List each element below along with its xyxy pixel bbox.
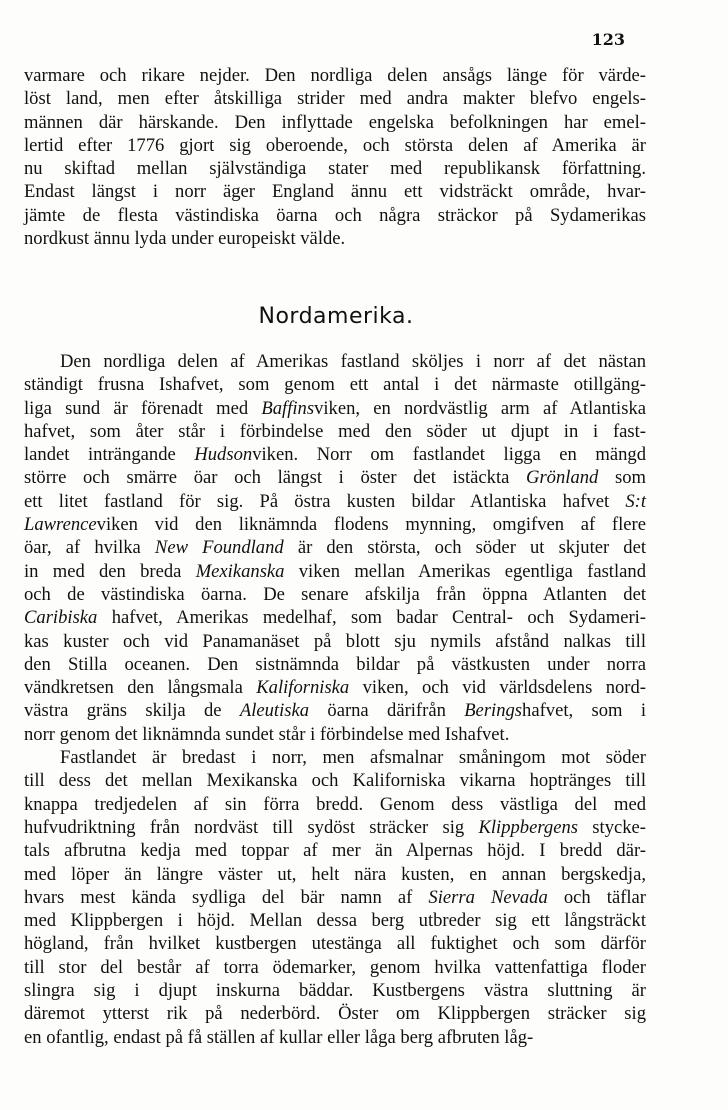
text-line: löst land, men efter åtskilliga strider med andra makter blefvo engels- — [24, 88, 646, 110]
text-line — [24, 699, 646, 722]
intro-paragraph — [24, 64, 646, 250]
text-run: Fastlandet är bredast i norr, men afsmalnar småningom mot söder — [60, 747, 646, 769]
text-run: hafvet, som i — [522, 700, 646, 722]
text-run: norr genom det liknämnda sundet står i förbindelse med Ishafvet. — [24, 723, 510, 745]
paragraph-2 — [24, 746, 646, 1049]
text-run: viken. Norr om fastlandet ligga en mängd — [252, 444, 646, 466]
text-line — [24, 1026, 646, 1049]
text-run: hafvet, som åter står i förbindelse med den söder ut djupt in i fast- — [24, 420, 646, 442]
text-run: kas kuster och vid Panamanäset på blott sju nymils afstånd nalkas till — [24, 630, 646, 652]
text-line — [24, 466, 646, 489]
text-line — [24, 560, 646, 583]
text-line: nu skiftad mellan självständiga stater med republikansk författning. — [24, 158, 646, 180]
text-run: är den största, och söder ut skjuter det — [283, 537, 647, 559]
text-line — [24, 490, 646, 513]
italic-place-name: Mexikanska — [195, 560, 285, 582]
page-number: 123 — [591, 30, 625, 49]
text-line — [24, 816, 646, 839]
text-line — [24, 1002, 646, 1025]
text-line — [24, 536, 646, 559]
text-run: vändkretsen den långsmala — [24, 677, 257, 699]
text-line — [24, 420, 646, 443]
text-line — [24, 839, 646, 862]
italic-place-name: Grönland — [526, 467, 599, 489]
text-run: Den nordliga delen af Amerikas fastland sköljes i norr af det nästan — [60, 351, 646, 372]
text-line — [24, 676, 646, 699]
text-run: hafvet, Amerikas medelhaf, som badar Central- och Sydameri- — [97, 607, 646, 629]
text-run: viken, och vid världsdelens nord- — [349, 677, 646, 699]
text-line — [24, 373, 646, 396]
text-run: och täflar — [547, 886, 646, 908]
text-line — [24, 956, 646, 979]
text-line — [24, 932, 646, 955]
paragraph-1 — [24, 350, 646, 746]
italic-place-name: Hudson — [194, 444, 253, 466]
text-run: öar, af hvilka — [24, 537, 155, 559]
italic-place-name: Lawrence — [24, 514, 97, 536]
text-run: stycke- — [577, 816, 646, 838]
italic-place-name: Baffins — [261, 397, 315, 419]
italic-place-name: Berings — [464, 700, 523, 722]
text-run: ett litet fastland för sig. På östra kusten bildar Atlantiska hafvet — [24, 490, 626, 512]
text-line: jämte de flesta västindiska öarna och några sträckor på Sydamerikas — [24, 204, 646, 226]
text-run: och de västindiska öarna. De senare afskilja från öppna Atlanten det — [24, 583, 646, 605]
text-run: med Klippbergen i höjd. Mellan dessa berg utbreder sig ett långsträckt — [24, 910, 646, 932]
text-run: hufvudriktning från nordväst till sydöst sträcker sig — [24, 816, 479, 838]
text-run: öarna därifrån — [309, 700, 465, 722]
text-run: en ofantlig, endast på få ställen af kullar eller låga berg afbruten låg- — [24, 1026, 534, 1048]
text-line: Endast längst i norr äger England ännu ett vidsträckt område, hvar- — [24, 181, 646, 203]
text-run: däremot ytterst rik på nederbörd. Öster om Klippbergen sträcker sig — [24, 1003, 646, 1025]
italic-place-name: New Foundland — [154, 537, 284, 559]
text-line — [24, 723, 646, 746]
text-run: med löper än längre väster ut, helt nära kusten, en annan bergskedja, — [24, 863, 646, 885]
text-line — [24, 653, 646, 676]
italic-place-name: Caribiska — [24, 607, 98, 629]
text-run: till dess det mellan Mexikanska och Kaliforniska vikarna hoptränges till — [24, 770, 646, 792]
text-line — [24, 863, 646, 886]
text-line — [24, 583, 646, 606]
text-line — [24, 793, 646, 816]
text-line: varmare och rikare nejder. Den nordliga delen ansågs länge för värde- — [24, 65, 646, 86]
text-run: högland, från hvilket kustbergen utestänga all fuktighet och som därför — [24, 933, 646, 955]
text-run: västra gräns skilja de — [24, 700, 240, 722]
text-run: liga sund är förenadt med — [24, 397, 262, 419]
text-line: männen där härskande. Den inflyttade engelska befolkningen har emel- — [24, 111, 646, 133]
text-run: landet inträngande — [24, 444, 195, 466]
text-run: som — [598, 467, 646, 489]
text-run: den Stilla oceanen. Den sistnämnda bildar på västkusten under norra — [24, 653, 646, 675]
italic-place-name: Aleutiska — [239, 700, 310, 722]
text-line — [24, 513, 646, 536]
text-line — [24, 909, 646, 932]
text-run: tals afbrutna kedja med toppar af mer än Alpernas höjd. I bredd där- — [24, 840, 646, 862]
text-run: in med den breda — [24, 560, 196, 582]
text-run: viken, en nordvästlig arm af Atlantiska — [314, 397, 647, 419]
text-line — [24, 979, 646, 1002]
text-run: ständigt frusna Ishafvet, som genom ett antal i det närmaste otillgäng- — [24, 374, 646, 396]
section-heading: Nordamerika. — [258, 304, 414, 329]
text-line: lertid efter 1776 gjort sig oberoende, och största delen af Amerika är — [24, 134, 646, 156]
text-line — [24, 769, 646, 792]
text-run: till stor del består af torra ödemarker, genom hvilka vattenfattiga floder — [24, 956, 646, 978]
text-line — [24, 606, 646, 629]
text-run: hvars mest kända sydliga del bär namn af — [24, 886, 429, 908]
main-text — [24, 350, 646, 1049]
italic-place-name: Klippbergens — [478, 816, 578, 838]
text-line: nordkust ännu lyda under europeiskt välde. — [24, 228, 346, 250]
text-line — [24, 886, 646, 909]
text-line — [24, 630, 646, 653]
text-run: viken mellan Amerikas egentliga fastland — [284, 560, 646, 582]
text-run: viken vid den liknämnda flodens mynning, omgifven af flere — [96, 514, 646, 536]
text-run: större och smärre öar och längst i öster det istäckta — [24, 467, 527, 489]
text-line — [24, 350, 646, 373]
italic-place-name: S:t — [625, 490, 646, 512]
text-line — [24, 443, 646, 466]
text-line — [24, 397, 646, 420]
text-run: knappa tredjedelen af sin förra bredd. Genom dess västliga del med — [24, 793, 646, 815]
text-run: slingra sig i djupt inskurna bäddar. Kustbergens västra sluttning är — [24, 980, 646, 1002]
text-line — [24, 746, 646, 769]
italic-place-name: Kaliforniska — [256, 677, 350, 699]
italic-place-name: Sierra Nevada — [428, 886, 548, 908]
